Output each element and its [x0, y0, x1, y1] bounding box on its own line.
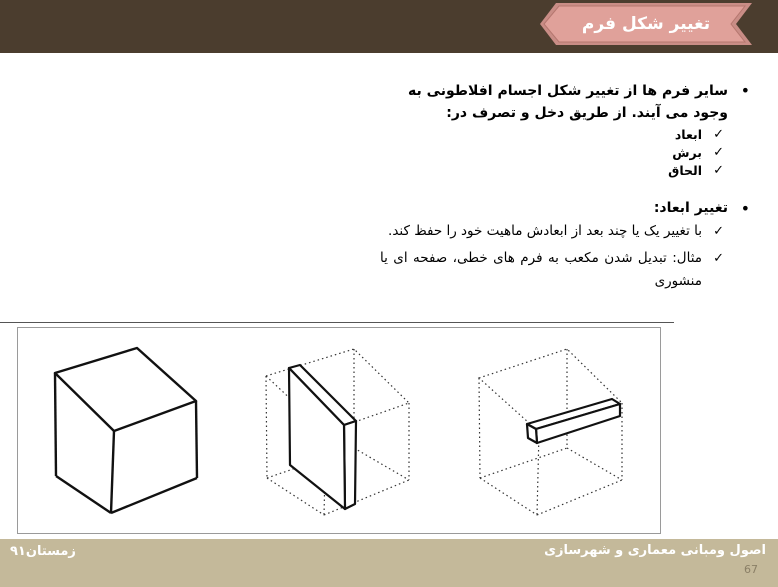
- intro-paragraph: سایر فرم ها از تغییر شکل اجسام افلاطونی به وجود می آیند. از طریق دخل و تصرف در:: [407, 83, 728, 121]
- dotted-cube-bar-icon: [479, 349, 622, 515]
- list-item: [380, 247, 728, 293]
- section-heading: تغییر ابعاد:: [653, 200, 728, 216]
- checkmark-icon: ✓: [713, 224, 724, 239]
- cube-transformation-illustration: [18, 328, 660, 533]
- dotted-cube-slab-icon: [266, 349, 409, 515]
- list-item-label: الحاق: [668, 163, 702, 178]
- cube-figure: [17, 327, 661, 534]
- check-list-dimension: [380, 220, 728, 293]
- header-bar: [0, 0, 778, 53]
- term-label: زمستان۹۱: [10, 544, 76, 559]
- checkmark-icon: ✓: [713, 251, 724, 266]
- list-item: [380, 144, 728, 162]
- footer-bar: [0, 539, 778, 587]
- page-number: 67: [744, 563, 758, 576]
- list-item-label: مثال: تبدیل شدن مکعب به فرم های خطی، صفحه ای یا منشوری: [380, 250, 702, 289]
- bullet-dot-icon: •: [740, 81, 750, 100]
- title-ribbon: [540, 3, 752, 45]
- bullet-dimension-change: [380, 198, 754, 293]
- list-item-label: ابعاد: [674, 127, 702, 142]
- checkmark-icon: ✓: [713, 145, 724, 160]
- course-title: اصول ومبانی معماری و شهرسازی: [544, 543, 766, 558]
- divider-line: [0, 322, 674, 323]
- list-item: [380, 126, 728, 144]
- list-item: [380, 220, 728, 243]
- list-item-label: برش: [672, 145, 702, 160]
- check-list-operations: [380, 126, 728, 180]
- slide-content: [380, 80, 754, 293]
- slide-title: تغییر شکل فرم: [581, 14, 711, 34]
- checkmark-icon: ✓: [713, 163, 724, 178]
- solid-cube-icon: [55, 348, 197, 513]
- bullet-intro: [380, 80, 754, 180]
- checkmark-icon: ✓: [713, 127, 724, 142]
- list-item-label: با تغییر یک یا چند بعد از ابعادش ماهیت خود را حفظ کند.: [388, 223, 702, 239]
- bullet-dot-icon: •: [740, 199, 750, 218]
- list-item: [380, 162, 728, 180]
